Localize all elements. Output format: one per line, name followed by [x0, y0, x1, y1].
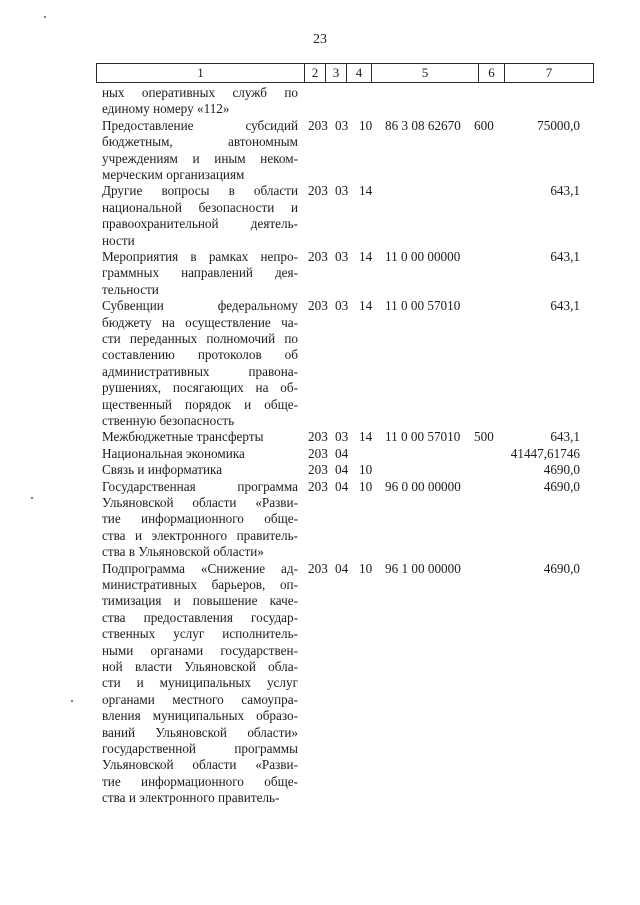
cell-section-code: 04: [335, 560, 349, 576]
row-name: [102, 249, 298, 298]
cell-subsection-code: 14: [359, 429, 373, 445]
table-header: [96, 63, 594, 83]
cell-target-article-code: 86 3 08 62670: [385, 117, 461, 133]
header-col-6: 6: [488, 65, 495, 80]
cell-grbs-code: 203: [308, 462, 328, 478]
row-name-line: Подпрограмма «Снижение ад-: [102, 560, 298, 576]
table-body: [0, 85, 640, 807]
row-name-line: бюджетным, автономным: [102, 134, 298, 150]
cell-target-article-code: 96 0 00 00000: [385, 478, 461, 494]
row-name-line: ных оперативных служб по: [102, 85, 298, 100]
row-name-line: сти переданных полномочий по: [102, 330, 298, 346]
cell-amount: 4690,0: [543, 478, 580, 494]
row-name-line: единому номеру «112»: [102, 101, 230, 117]
row-name-line: ной власти Ульяновской обла-: [102, 658, 298, 674]
table-row: [0, 298, 640, 429]
cell-expense-type-code: 600: [474, 117, 494, 133]
cell-target-article-code: 11 0 00 57010: [385, 429, 461, 445]
cell-subsection-code: 10: [359, 478, 373, 494]
row-name-line: составлению протоколов об: [102, 347, 298, 363]
cell-subsection-code: 14: [359, 183, 373, 199]
cell-subsection-code: 14: [359, 248, 373, 264]
row-name-line: Предоставление субсидий: [102, 117, 298, 133]
cell-section-code: 04: [335, 462, 349, 478]
cell-target-article-code: 96 1 00 00000: [385, 560, 461, 576]
cell-section-code: 03: [335, 429, 349, 445]
row-name: [102, 85, 298, 118]
cell-amount: 643,1: [550, 429, 580, 445]
table-row: [0, 446, 640, 462]
cell-amount: 41447,61746: [510, 445, 580, 461]
cell-section-code: 03: [335, 248, 349, 264]
header-col-7: 7: [545, 65, 553, 80]
cell-section-code: 04: [335, 445, 349, 461]
row-name-line: Национальная экономика: [102, 445, 245, 461]
row-name: [102, 446, 298, 462]
row-name-line: рушениях, посягающих на об-: [102, 380, 298, 396]
row-name: [102, 561, 298, 807]
cell-amount: 75000,0: [537, 117, 580, 133]
cell-amount: 4690,0: [543, 462, 580, 478]
row-name: [102, 429, 298, 445]
scan-speck: [71, 700, 73, 702]
row-name: [102, 118, 298, 184]
row-name-line: сти и муниципальных услуг: [102, 675, 298, 691]
row-name-line: государственной программы: [102, 741, 298, 756]
table-row: [0, 429, 640, 445]
row-name-line: тие информационного обще-: [102, 511, 298, 527]
cell-section-code: 03: [335, 117, 349, 133]
table-row: [0, 479, 640, 561]
scan-speck: [44, 16, 46, 18]
row-name-line: ства и электронного правитель-: [102, 790, 280, 806]
cell-section-code: 03: [335, 183, 349, 199]
cell-subsection-code: 10: [359, 462, 373, 478]
cell-subsection-code: 10: [359, 117, 373, 133]
header-col-1: 1: [197, 65, 204, 80]
row-name-line: Межбюджетные трансферты: [102, 429, 264, 445]
table-row: [0, 85, 640, 118]
row-name: [102, 462, 298, 478]
row-name-line: ности: [102, 232, 135, 248]
header-col-2: 2: [311, 65, 319, 80]
row-name-line: мерческим организациям: [102, 167, 245, 183]
cell-subsection-code: 10: [359, 560, 373, 576]
row-name-line: административных правона-: [102, 363, 298, 379]
table-row: [0, 183, 640, 249]
row-name-line: Другие вопросы в области: [102, 183, 298, 199]
cell-amount: 643,1: [550, 298, 580, 314]
row-name-line: Ульяновской области «Разви-: [102, 757, 298, 773]
cell-grbs-code: 203: [308, 478, 328, 494]
cell-grbs-code: 203: [308, 560, 328, 576]
row-name-line: Субвенции федеральному: [102, 298, 298, 314]
row-name-line: тельности: [102, 281, 159, 297]
cell-amount: 643,1: [550, 248, 580, 264]
row-name-line: учреждениям и иным неком-: [102, 150, 298, 166]
header-col-5: 5: [421, 65, 429, 80]
cell-grbs-code: 203: [308, 445, 328, 461]
row-name-line: ваний Ульяновской области»: [102, 724, 298, 740]
row-name: [102, 183, 298, 249]
row-name-line: граммных направлений дея-: [102, 265, 298, 281]
row-name-line: правоохранительной деятель-: [102, 216, 298, 232]
cell-amount: 4690,0: [543, 560, 580, 576]
cell-grbs-code: 203: [308, 298, 328, 314]
cell-grbs-code: 203: [308, 248, 328, 264]
row-name-line: ственную безопасность: [102, 413, 235, 429]
row-name-line: ственных услуг исполнитель-: [102, 626, 298, 642]
cell-target-article-code: 11 0 00 00000: [385, 248, 461, 264]
cell-subsection-code: 14: [359, 298, 373, 314]
row-name-line: ства и электронного правитель-: [102, 527, 298, 543]
cell-grbs-code: 203: [308, 183, 328, 199]
row-name-line: органами местного самоупра-: [102, 691, 298, 707]
row-name-line: бюджету на осуществление ча-: [102, 314, 298, 330]
row-name-line: ства в Ульяновской области»: [102, 544, 264, 560]
cell-grbs-code: 203: [308, 117, 328, 133]
header-col-3: 3: [332, 65, 340, 80]
cell-target-article-code: 11 0 00 57010: [385, 298, 461, 314]
row-name-line: Ульяновской области «Разви-: [102, 494, 298, 510]
row-name: [102, 298, 298, 429]
row-name-line: тие информационного обще-: [102, 773, 298, 789]
row-name-line: Связь и информатика: [102, 462, 223, 478]
header-col-4: 4: [355, 65, 363, 80]
row-name-line: ства предоставления государ-: [102, 609, 298, 625]
row-name-line: национальной безопасности и: [102, 199, 298, 215]
row-name-line: тимизация и повышение каче-: [102, 593, 298, 609]
page-number: 23: [313, 32, 327, 47]
row-name-line: щественный порядок и обще-: [102, 396, 298, 412]
scan-speck: [31, 497, 33, 499]
cell-amount: 643,1: [550, 183, 580, 199]
cell-expense-type-code: 500: [474, 429, 494, 445]
table-row: [0, 462, 640, 478]
row-name-line: Государственная программа: [102, 478, 298, 494]
row-name-line: Мероприятия в рамках непро-: [102, 248, 298, 264]
table-row: [0, 118, 640, 184]
row-name-line: вления муниципальных образо-: [102, 708, 298, 724]
cell-grbs-code: 203: [308, 429, 328, 445]
row-name: [102, 479, 298, 561]
table-row: [0, 249, 640, 298]
cell-section-code: 04: [335, 478, 349, 494]
table-row: [0, 561, 640, 807]
row-name-line: ными органами государствен-: [102, 642, 298, 658]
cell-section-code: 03: [335, 298, 349, 314]
row-name-line: министративных барьеров, оп-: [102, 576, 298, 592]
